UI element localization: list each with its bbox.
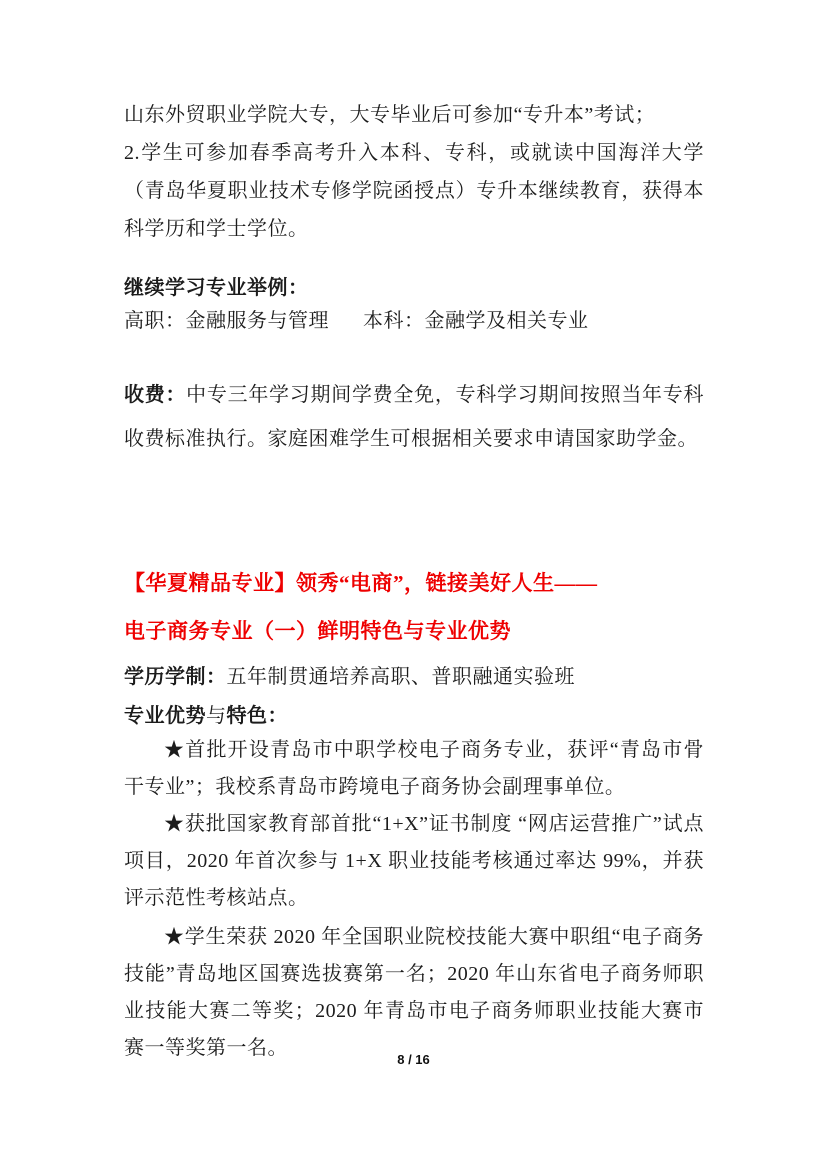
fees-text: 中专三年学习期间学费全免，专科学习期间按照当年专科收费标准执行。家庭困难学生可根据相关要求申请国家助学金。 xyxy=(124,384,705,450)
duration-label: 学历学制： xyxy=(124,666,227,688)
fees-label: 收费： xyxy=(124,384,187,406)
paragraph-item-2: 2.学生可参加春季高考升入本科、专科，或就读中国海洋大学（青岛华夏职业技术专修学院函授点）专升本继续教育，获得本科学历和学士学位。 xyxy=(124,142,704,240)
heading-advantages xyxy=(124,697,704,735)
heading-featured-major-line1: 【华夏精品专业】领秀“电商”，链接美好人生—— xyxy=(124,571,598,595)
advantages-label-part1: 专业优势 xyxy=(124,705,206,727)
advantage-item: ★首批开设青岛市中职学校电子商务专业，获评“青岛市骨干专业”；我校系青岛市跨境电子商务协会副理事单位。 xyxy=(124,739,704,798)
line-education-duration xyxy=(124,658,704,696)
page-number: 8 / 16 xyxy=(397,1052,430,1067)
heading-featured-major-line2: 电子商务专业（一）鲜明特色与专业优势 xyxy=(124,619,511,643)
advantage-item: ★学生荣获 2020 年全国职业院校技能大赛中职组“电子商务技能”青岛地区国赛选拔赛第一名；2020 年山东省电子商务师职业技能大赛二等奖；2020 年青岛市电子商务师职业技能大赛市赛一等奖第一名。 xyxy=(124,926,704,1059)
advantage-item: ★获批国家教育部首批“1+X”证书制度 “网店运营推广”试点项目，2020 年首次参与 1+X 职业技能考核通过率达 99%，并获评示范性考核站点。 xyxy=(124,813,704,909)
paragraph-continued: 山东外贸职业学院大专，大专毕业后可参加“专升本”考试； xyxy=(124,104,656,126)
continue-study-undergraduate: 本科：金融学及相关专业 xyxy=(363,310,589,332)
duration-text: 五年制贯通培养高职、普职融通实验班 xyxy=(226,666,575,688)
heading-continue-study: 继续学习专业举例： xyxy=(124,277,309,299)
paragraph-fees xyxy=(124,373,704,461)
continue-study-vocational: 高职：金融服务与管理 xyxy=(124,310,329,332)
line-continue-study-majors xyxy=(124,302,704,340)
advantages-label-part2: 与 xyxy=(206,705,227,727)
advantages-label-part3: 特色： xyxy=(226,705,288,727)
